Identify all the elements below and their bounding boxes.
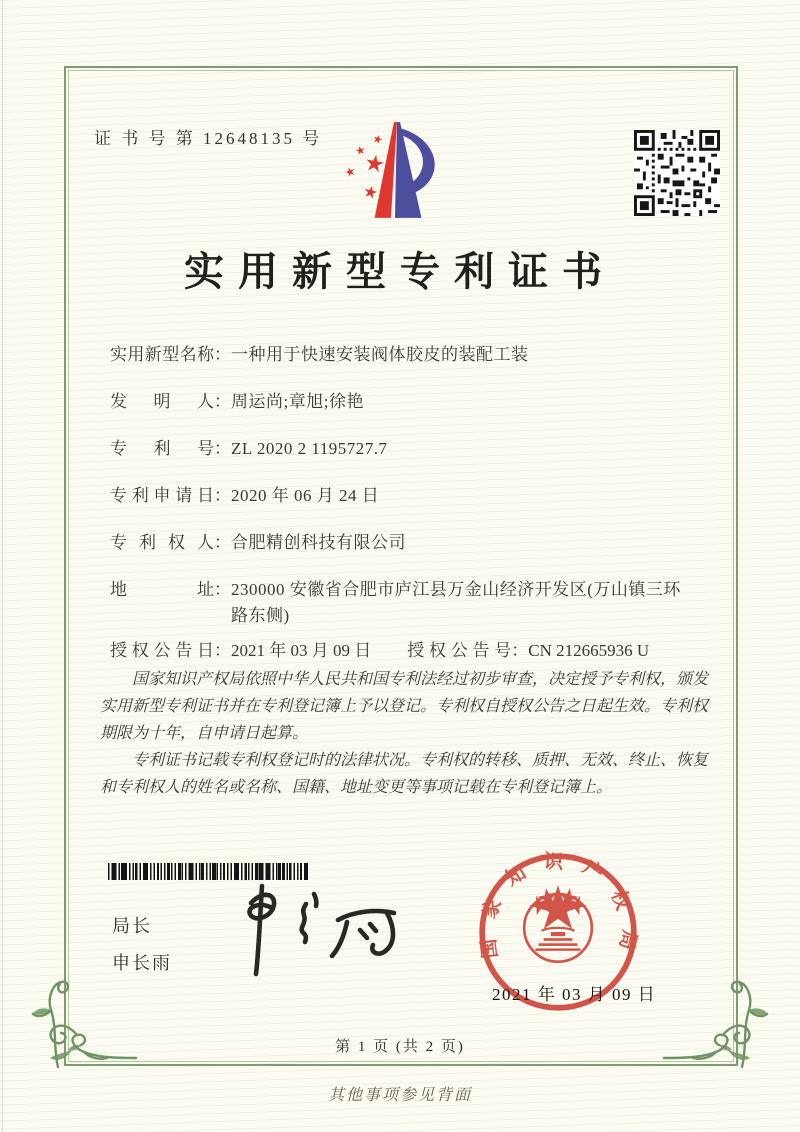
field-colon: ：	[214, 641, 231, 660]
director-name: 申长雨	[112, 953, 172, 973]
legal-paragraph: 专利证书记载专利权登记时的法律状况。专利权的转移、质押、无效、终止、恢复和专利权人的姓名或名称、国籍、地址变更等事项记载在专利登记簿上。	[100, 752, 709, 796]
seal-ring-text: 国家知识产权局	[476, 851, 640, 969]
seal-date: 2021 年 03 月 09 日	[492, 985, 657, 1004]
field-colon: ：	[214, 486, 231, 505]
field-row-name	[110, 342, 696, 368]
director-signature	[226, 876, 421, 988]
field-label: 专利权人	[110, 533, 214, 552]
field-colon: ：	[214, 392, 231, 411]
field-value: 一种用于快速安装阀体胶皮的装配工装	[231, 345, 529, 364]
qr-code	[634, 130, 720, 216]
field-colon: ：	[214, 533, 231, 552]
grant-date-pair	[110, 638, 371, 664]
certificate-title: 实用新型专利证书	[184, 249, 616, 294]
field-colon: ：	[511, 641, 529, 660]
field-colon: ：	[214, 580, 231, 599]
national-emblem-icon	[524, 894, 592, 962]
certificate-fields	[110, 342, 696, 685]
field-row-inventors	[110, 389, 696, 415]
field-label: 授权公告日	[110, 641, 214, 660]
field-label: 地址	[110, 580, 214, 599]
field-label: 专利申请日	[110, 486, 214, 505]
scan-edge-shadow	[2, 0, 3, 1132]
field-value: 2021 年 03 月 09 日	[231, 641, 372, 660]
field-row-patent-no	[110, 436, 696, 462]
certificate-number: 证 书 号 第 12648135 号	[94, 129, 323, 148]
field-label: 专利号	[110, 439, 214, 458]
signoff-block	[112, 908, 172, 982]
field-label: 授权公告号	[407, 641, 512, 660]
field-value: ZL 2020 2 1195727.7	[231, 439, 388, 458]
legal-paragraph: 国家知识产权局依照中华人民共和国专利法经过初步审查，决定授予专利权，颁发实用新型专利证书并在专利登记簿上予以登记。专利权自授权公告之日起生效。专利权期限为十年，自申请日起算。	[100, 671, 709, 742]
field-label: 实用新型名称	[110, 345, 214, 364]
field-row-filing-date	[110, 483, 696, 509]
cnipa-logo-icon	[346, 116, 448, 228]
field-colon: ：	[214, 345, 231, 364]
field-value: CN 212665936 U	[528, 641, 650, 660]
legal-text	[100, 666, 708, 801]
field-value: 周运尚;章旭;徐艳	[231, 392, 364, 411]
field-value: 合肥精创科技有限公司	[231, 533, 406, 552]
field-value: 230000 安徽省合肥市庐江县万金山经济开发区(万山镇三环路东侧)	[231, 580, 681, 625]
field-row-patentee	[110, 530, 696, 556]
field-value: 2020 年 06 月 24 日	[231, 486, 380, 505]
grant-number-pair	[407, 638, 649, 664]
field-label: 发明人	[110, 392, 214, 411]
page-number: 第 1 页 (共 2 页)	[335, 1039, 465, 1055]
field-row-address	[110, 577, 696, 629]
director-title: 局长	[112, 916, 152, 936]
field-row-grant	[110, 638, 696, 664]
footer-note: 其他事项参见背面	[327, 1087, 472, 1104]
field-colon: ：	[214, 439, 231, 458]
